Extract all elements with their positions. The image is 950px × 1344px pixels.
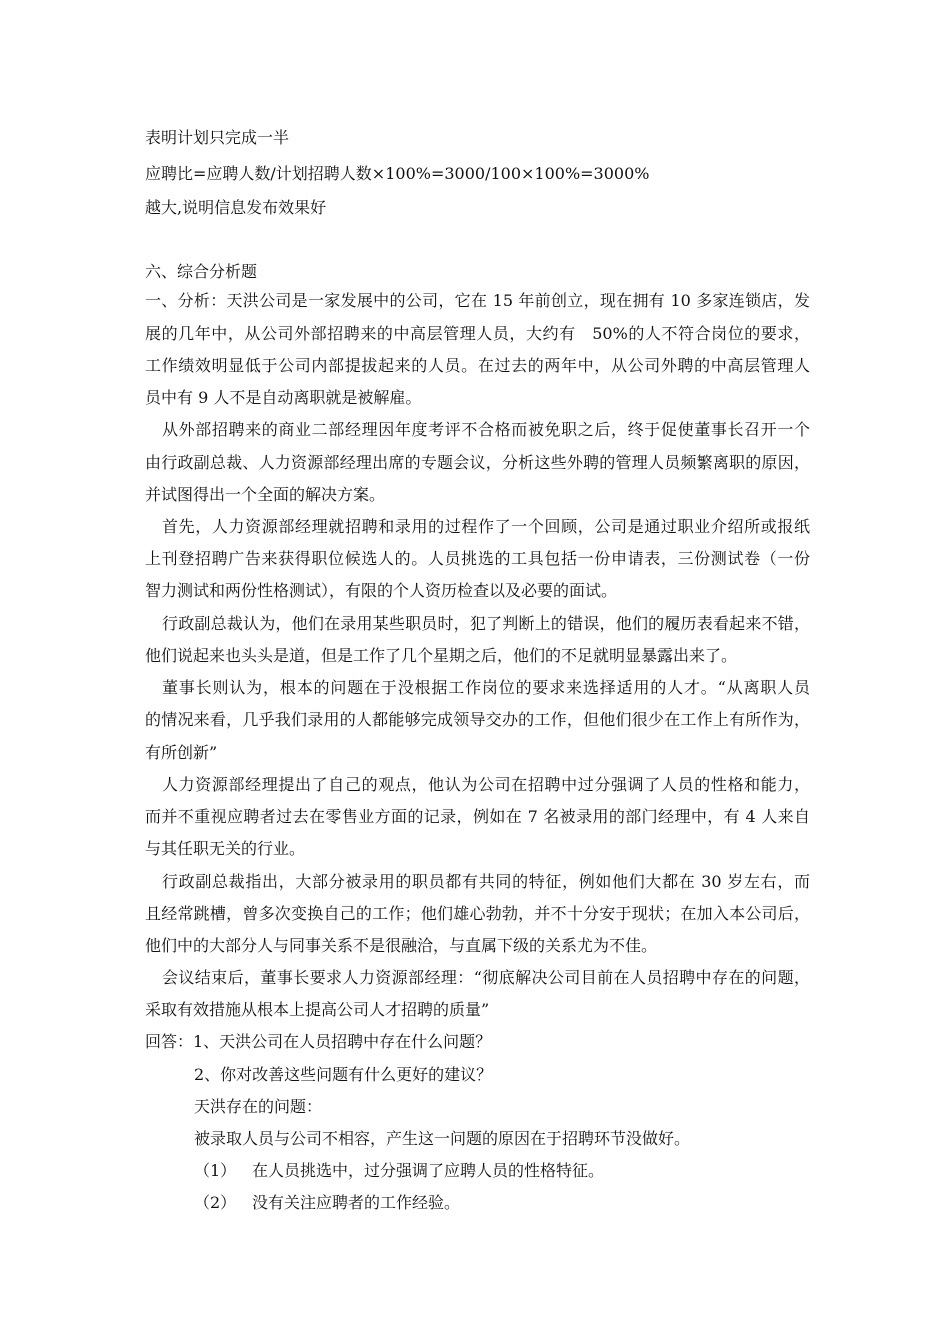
paragraph-line: 有所创新” [145, 743, 218, 762]
text-line: 表明计划只完成一半 [145, 128, 290, 147]
paragraph-line: 的情况来看，几乎我们录用的人都能够完成领导交办的工作，但他们很少在工作上有所作为， [145, 710, 810, 729]
paragraph-line: 而并不重视应聘者过去在零售业方面的记录，例如在 7 名被录用的部门经理中，有 4 人来自 [145, 807, 810, 826]
list-item-number: （1） [194, 1161, 237, 1180]
paragraph-line: 从外部招聘来的商业二部经理因年度考评不合格而被免职之后，终于促使董事长召开一个 [162, 420, 810, 439]
paragraph-line: 采取有效措施从根本上提高公司人才招聘的质量” [145, 1000, 490, 1019]
question-line: 2、你对改善这些问题有什么更好的建议？ [194, 1065, 493, 1084]
list-item-number: （2） [194, 1193, 237, 1212]
question-line: 回答：1、天洪公司在人员招聘中存在什么问题？ [145, 1032, 492, 1051]
paragraph-line: 且经常跳槽，曾多次变换自己的工作；他们雄心勃勃，并不十分安于现状；在加入本公司后， [145, 904, 810, 923]
paragraph-line: 行政副总裁认为，他们在录用某些职员时，犯了判断上的错误，他们的履历表看起来不错， [162, 614, 810, 633]
answer-line: 被录取人员与公司不相容，产生这一问题的原因在于招聘环节没做好。 [194, 1129, 691, 1148]
paragraph-line: 由行政副总裁、人力资源部经理出席的专题会议，分析这些外聘的管理人员频繁离职的原因， [145, 453, 810, 472]
paragraph-line: 智力测试和两份性格测试），有限的个人资历检查以及必要的面试。 [145, 581, 618, 600]
paragraph-line: 董事长则认为，根本的问题在于没根据工作岗位的要求来选择适用的人才。“从离职人员 [162, 678, 810, 697]
paragraph-line: 工作绩效明显低于公司内部提拔起来的人员。在过去的两年中，从公司外聘的中高层管理人 [145, 356, 810, 375]
paragraph-line: 展的几年中，从公司外部招聘来的中高层管理人员，大约有 50%的人不符合岗位的要求， [145, 324, 810, 343]
text-line: 越大,说明信息发布效果好 [145, 198, 327, 217]
paragraph-line: 一、分析：天洪公司是一家发展中的公司，它在 15 年前创立，现在拥有 10 多家连锁店，发 [145, 291, 810, 310]
list-item [194, 1161, 859, 1181]
list-item-text: 在人员挑选中，过分强调了应聘人员的性格特征。 [252, 1161, 605, 1180]
list-item [194, 1193, 859, 1213]
paragraph-line: 与其任职无关的行业。 [145, 839, 306, 858]
paragraph-line: 他们中的大部分人与同事关系不是很融洽，与直属下级的关系尤为不佳。 [145, 936, 658, 955]
paragraph-line: 首先，人力资源部经理就招聘和录用的过程作了一个回顾，公司是通过职业介绍所或报纸 [162, 517, 810, 536]
section-heading: 六、综合分析题 [145, 262, 258, 281]
answer-heading: 天洪存在的问题： [194, 1097, 323, 1116]
paragraph-line: 行政副总裁指出，大部分被录用的职员都有共同的特征，例如他们大都在 30 岁左右，而 [162, 872, 810, 891]
paragraph-line: 他们说起来也头头是道，但是工作了几个星期之后，他们的不足就明显暴露出来了。 [145, 646, 738, 665]
paragraph-line: 人力资源部经理提出了自己的观点，他认为公司在招聘中过分强调了人员的性格和能力， [162, 775, 810, 794]
list-item-text: 没有关注应聘者的工作经验。 [252, 1193, 461, 1212]
paragraph-line: 并试图得出一个全面的解决方案。 [145, 485, 386, 504]
text-line: 应聘比=应聘人数/计划招聘人数×100%=3000/100×100%=3000% [145, 164, 650, 183]
paragraph-line: 上刊登招聘广告来获得职位候选人的。人员挑选的工具包括一份申请表，三份测试卷（一份 [145, 549, 810, 568]
paragraph-line: 员中有 9 人不是自动离职就是被解雇。 [145, 388, 422, 407]
paragraph-line: 会议结束后，董事长要求人力资源部经理：“彻底解决公司目前在人员招聘中存在的问题， [162, 968, 810, 987]
